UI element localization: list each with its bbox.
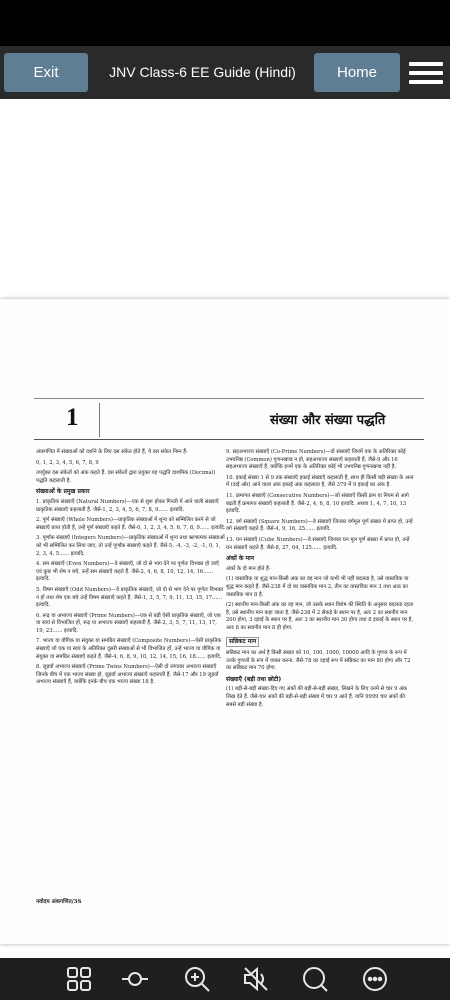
paragraph: 10. इकाई संख्या 1 से 9 तक संख्याएँ इकाई संख्याएँ कहलाती हैं, साथ ही किसी बड़ी संख्या के अन्त में (दाईं ओर) आने वाला अंक इकाई अंक कहलाता है, जैसे 379 में 9 इकाई का अंक है. [226,474,414,489]
exit-button[interactable]: Exit [4,53,88,92]
mute-icon[interactable] [241,964,271,994]
page-footer: नवोदय अंकगणित/3S [36,899,82,905]
paragraph: 13. घन संख्याएँ (Cube Numbers)—वे संख्याएँ जिनका घन मूल पूर्ण संख्या में प्राप्त हो, उन्हें घन संख्याएँ कहते हैं. जैसे-8, 27, 64, 125...... इत्यादि. [226,536,410,551]
paragraph: 7. भाज्य या यौगिक या संयुक्त या समग्रित संख्याएँ (Composite Numbers)—ऐसी प्राकृतिक संख्याएँ जो एक या स्वयं के अतिरिक्त दूसरी संख्याओं से भी विभाजित हों, उन्हें भाज्य या यौगिक या संयुक्त या समग्रित संख्याएँ कहते हैं. जैसे-4, 6, 8, 9, 10, 12, 14, 15, 16, 18...... इत्यादि. [36,638,222,660]
top-rule [34,398,424,399]
paragraph: 11. क्रमागत संख्याएँ (Consecutive Numbers)—जो संख्याएँ किसी क्रम या नियम से आगे बढ़ती हैं क्रमागत संख्याएँ कहलाती हैं. जैसे-2, 4, 6, 8, 10 इत्यादि. अथवा 1, 4, 7, 10, 13 इत्यादि. [226,492,409,515]
heading-rule [34,439,424,440]
zoom-in-icon[interactable] [182,964,212,994]
paragraph: 0, 1, 2, 3, 4, 5, 6, 7, 8, 9 [36,459,99,466]
bottom-toolbar [0,958,450,1000]
paragraph: (2) स्थानीय मान-किसी अंक का वह मान, जो उसके स्थान विशेष की स्थिति के अनुसार बदलता रहता है, उसे स्थानीय मान कहा जाता है. जैसे-238 में 2 सैकड़े के स्थान पर है, अतः 2 का स्थानीय मान 200 होगा, 3 दहाई के स्थान पर है, अतः 3 का स्थानीय मान 30 होगा तथा 8 इकाई के स्थान पर है, अतः 8 का स्थानीय मान 8 ही होगा. [226,602,414,631]
paragraph: 2. पूर्ण संख्याएँ (Whole Numbers)—प्राकृतिक संख्याओं में शून्य को सम्मिलित करने से जो संख्याएँ प्राप्त होती हैं, उन्हें पूर्ण संख्याएँ कहते हैं. जैसे-0, 1, 2, 3, 4, 5, 6, 7, 8, 9...... इत्यादि. [36,517,226,531]
hamburger-menu-icon[interactable] [409,62,443,84]
paragraph: 4. सम संख्याएँ (Even Numbers)—वे संख्याएँ, जो दो से भाग देने पर पूर्णतः विभक्त हो जाएँ एवं कुछ भी शेष न बचे, उन्हें सम संख्याएँ कहते हैं. जैसे-2, 4, 6, 8, 10, 12, 14, 16...... इत्यादि. [36,561,219,583]
paragraph: अंकों के दो मान होते हैं- [226,565,271,572]
document-page [0,299,450,944]
paragraph: (1) बड़ी-से-बड़ी संख्या-दिए गए अंकों की बड़ी-से-बड़ी संख्या, लिखने के लिए उनमें से चार 9 अंक लिख देते हैं. जैसे-चार अंकों की बड़ी-से-बड़ी संख्या में चार 9 आते हैं. यानि 9999 चार अंकों की सबसे बड़ी संख्या है. [226,686,408,708]
paragraph: अंकगणित में संख्याओं को दर्शाने के लिए दस संकेत होते हैं, ये दस संकेत निम्न हैं- [36,449,188,455]
left-text-column [36,449,226,690]
section-heading: अंकों के मान [226,555,255,563]
paragraph: 8. जुड़वाँ अभाज्य संख्याएँ (Prime Twins Numbers)—ऐसी दो लगातार अभाज्य संख्याएँ जिनके बीच में एक भाज्य संख्या हो, जुड़वाँ अभाज्य संख्याएँ कहलाती हैं. जैसे-17 और 19 जुड़वाँ अभाज्य संख्याएँ हैं, क्योंकि इनके बीच एक भाज्य संख्या 18 है. [36,664,219,686]
search-icon[interactable] [300,964,330,994]
paragraph: सन्निकट मान का अर्थ है किसी संख्या को 10, 100, 1000, 10000 आदि के गुणज के रूप में उनके गुणजों के रूप में व्यक्त करना. जैसे-78 का दहाई रूप में सन्निकट का मान 80 होगा और 72 का सन्निकट मान 70 होगा. [226,650,411,672]
paragraph: 9. सहअभाज्य संख्याएँ (Co-Prime Numbers)—दो संख्याएँ जिनमें एक के अतिरिक्त कोई उभयनिष्ठ (Common) गुणनखण्ड न हो, सहअभाज्य संख्याएँ कहलाती हैं. जैसे-9 और 16 सहअभाज्य संख्याएँ हैं, क्योंकि इनमें एक के अतिरिक्त कोई भी उभयनिष्ठ गुणनखण्ड नहीं है. [226,449,406,471]
brightness-icon[interactable] [120,964,150,994]
paragraph: 3. पूर्णांक संख्याएँ (Integers Numbers)—प्राकृतिक संख्याओं में शून्य तथा ऋणात्मक संख्याओं को भी सम्मिलित कर लिया जाए, तो उन्हें पूर्णांक संख्याएँ कहते हैं. जैसे-5, -4, -3, -2, -1, 0, 1, 2, 3, 4, 5...... इत्यादि. [36,535,225,557]
chapter-number: 1 [66,404,79,431]
section-heading: संख्याओं के प्रमुख प्रकार [36,488,90,496]
section-heading: सन्निकट मान [226,637,259,647]
right-text-column [226,449,416,712]
section-heading: संख्याएँ (बड़ी तथा छोटी) [226,675,282,683]
paragraph: 6. रूढ़ या अभाज्य संख्याएँ (Prime Numbers)—एक से बड़ी ऐसी प्राकृतिक संख्याएँ, जो एक या स्वयं से विभाजित हों, रूढ़ या अभाज्य संख्याएँ कहलाती हैं. जैसे-2, 3, 5, 7, 11, 13, 17, 19, 23...... इत्यादि. [36,612,221,634]
chapter-divider [99,403,100,437]
paragraph: 5. विषम संख्याएँ (Odd Numbers)—वे प्राकृतिक संख्याएँ, जो दो से भाग देने पर पूर्णतः विभक्त न हों तथा शेष एक बचे उन्हें विषम संख्याएँ कहते हैं. जैसे-1, 3, 5, 7, 9, 11, 13, 15, 17...... इत्यादि. [36,586,224,609]
grid-icon[interactable] [64,964,94,994]
app-title: JNV Class-6 EE Guide (Hindi) [109,64,296,80]
app-bar [0,46,450,99]
status-bar [0,0,450,46]
home-button[interactable]: Home [314,53,400,92]
paragraph: (1) वास्तविक या शुद्ध मान-किसी अंक का वह मान जो कभी भी नहीं बदलता है, उसे वास्तविक या शुद्ध मान कहते हैं. जैसे-238 में दो का वास्तविक मान 2, तीन का वास्तविक मान 3 तथा आठ का वास्तविक मान 8 है. [226,576,409,598]
document-viewer[interactable] [0,99,450,958]
chapter-title: संख्या और संख्या पद्धति [270,413,386,428]
paragraph: 1. प्राकृतिक संख्याएँ (Natural Numbers)—एक से शुरू होकर गिनती में आने वाली संख्याएँ प्राकृतिक संख्याएँ कहलाती हैं. जैसे-1, 2, 3, 4, 5, 6, 7, 8, 9...... इत्यादि. [36,498,219,513]
more-icon[interactable] [360,964,390,994]
paragraph: उपर्युक्त दस संकेतों को अंक कहते हैं. दस संकेतों द्वारा प्रयुक्त यह पद्धति दाशमिक (Decimal) पद्धति कहलाती है. [36,470,216,484]
paragraph: 12. वर्ग संख्याएँ (Square Numbers)—वे संख्याएँ जिनका वर्गमूल पूर्ण संख्या में प्राप्त हो, उन्हें वर्ग संख्याएँ कहते हैं. जैसे-4, 9, 16, 25...... इत्यादि. [226,518,413,533]
